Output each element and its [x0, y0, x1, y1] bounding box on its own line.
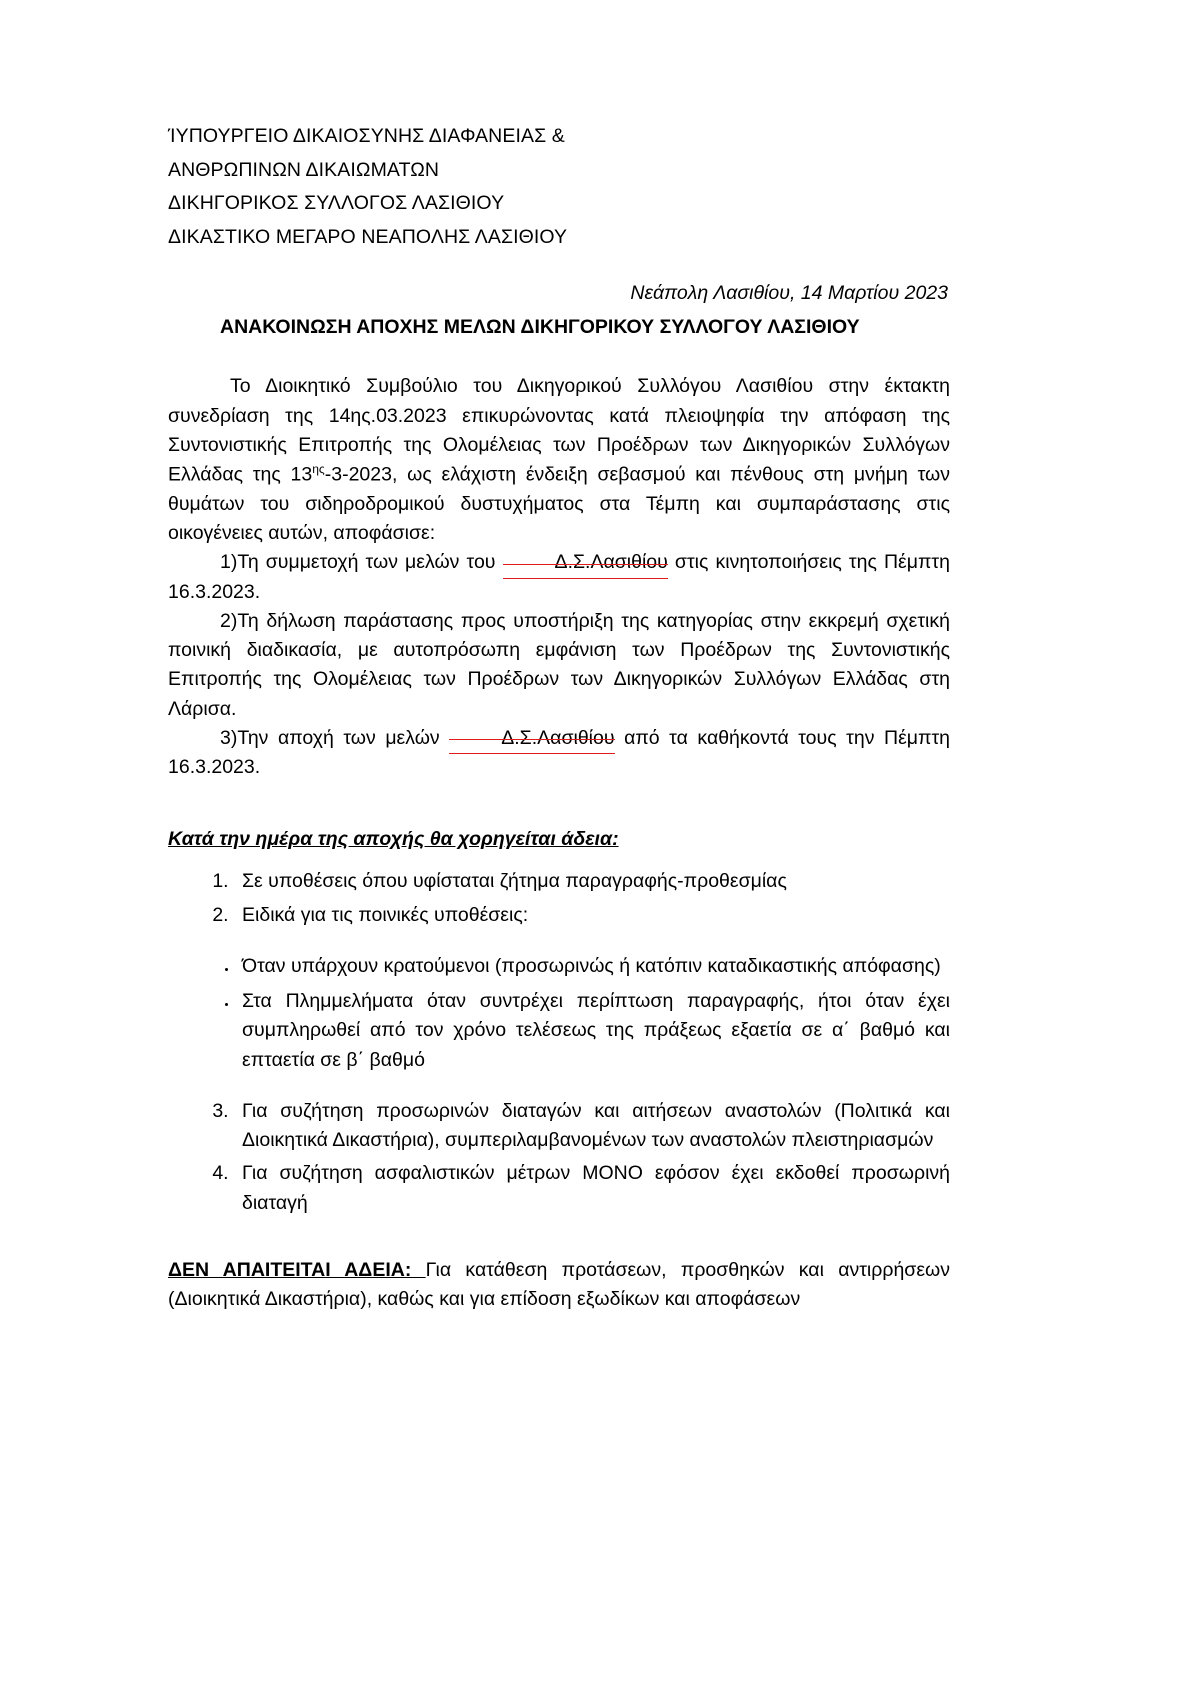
- list-item: • Όταν υπάρχουν κρατούμενοι (προσωρινώς ή κατόπιν καταδικαστικής απόφασης): [238, 952, 950, 981]
- letterhead-line-4: ΔΙΚΑΣΤΙΚΟ ΜΕΓΑΡΟ ΝΕΑΠΟΛΗΣ ΛΑΣΙΘΙΟΥ: [168, 225, 568, 248]
- letterhead: [168, 120, 950, 254]
- decision-2-lead: 2)Τη δήλωση παράστασης προς υποστήριξη της κατηγορίας στην εκκρεμή σχετική ποινική διαδικασία, με αυτοπρόσωπη εμφάνιση των Προέδρων της Συντονιστικής Επιτροπής της Ολομέλειας των Προέδρων των Δικηγορικών Συλλόγων Ελλάδας στη Λάρισα.: [168, 609, 950, 720]
- page-title: [168, 313, 950, 342]
- intro-superscript: ης: [312, 462, 325, 477]
- letterhead-line-2: ΑΝΘΡΩΠΙΝΩΝ ΔΙΚΑΙΩΜΑΤΩΝ: [168, 158, 440, 181]
- decision-3-struck-text: Δ.Σ.Λασιθίου: [449, 724, 614, 753]
- closing-text: Για κατάθεση προτάσεων, προσθηκών και αντιρρήσεων (Διοικητικά Δικαστήρια), καθώς και για επίδοση εξωδίκων και αποφάσεων: [168, 1258, 950, 1311]
- leave-cases-list-part-1: [168, 867, 950, 930]
- decision-item-2: [168, 607, 950, 724]
- decision-1-lead: 1)Τη συμμετοχή των μελών του: [220, 551, 503, 574]
- decision-3-tail: από τα καθήκοντά τους την Πέμπτη 16.3.2023.: [168, 726, 950, 779]
- page-title-text: ΑΝΑΚΟΙΝΩΣΗ ΑΠΟΧΗΣ ΜΕΛΩΝ ΔΙΚΗΓΟΡΙΚΟΥ ΣΥΛΛΟΓΟΥ ΛΑΣΙΘΙΟΥ: [220, 316, 860, 339]
- criminal-cases-bullets: [168, 952, 950, 1075]
- intro-part-1: Το Διοικητικό Συμβούλιο του Δικηγορικού Συλλόγου Λασιθίου στην έκτακτη συνεδρίαση της 14ης.03.2023 επικυρώνοντας κατά πλειοψηφία την απόφαση της Συντονιστικής Επιτροπής της Ολομέλειας των Προέδρων των Δικηγορικών Συλλόγων Ελλάδας της 13: [168, 375, 950, 486]
- decision-item-1: [168, 548, 950, 607]
- decision-3-lead: 3)Την αποχή των μελών: [220, 726, 450, 749]
- intro-part-2: -3-2023, ως ελάχιστη ένδειξη σεβασμού και πένθους στη μνήμη των θυμάτων του σιδηροδρομικού δυστυχήματος στα Τέμπη και συμπαράστασης στις οικογένειες αυτών, αποφάσισε:: [168, 463, 950, 545]
- list-item: 4. Για συζήτηση ασφαλιστικών μέτρων ΜΟΝΟ εφόσον έχει εκδοθεί προσωρινή διαταγή: [234, 1159, 950, 1218]
- place-and-date: Νεάπολη Λασιθίου, 14 Μαρτίου 2023: [630, 282, 948, 305]
- list-item: 1. Σε υποθέσεις όπου υφίσταται ζήτημα παραγραφής-προθεσμίας: [234, 867, 950, 896]
- decision-1-tail: στις κινητοποιήσεις της Πέμπτη 16.3.2023.: [168, 551, 950, 603]
- document-body: [168, 120, 950, 1314]
- decision-item-3: [168, 724, 950, 783]
- list-item: 3. Για συζήτηση προσωρινών διαταγών και αιτήσεων αναστολών (Πολιτικά και Διοικητικά Δικαστήρια), συμπεριλαμβανομένων των αναστολών πλειστηριασμών: [234, 1097, 950, 1156]
- letterhead-line-3: ΔΙΚΗΓΟΡΙΚΟΣ ΣΥΛΛΟΓΟΣ ΛΑΣΙΘΙΟΥ: [168, 192, 505, 215]
- list-item: • Στα Πλημμελήματα όταν συντρέχει περίπτωση παραγραφής, ήτοι όταν έχει συμπληρωθεί από τον χρόνο τελέσεως της πράξεως εξαετία σε α΄ βαθμό και επταετία σε β΄ βαθμό: [238, 987, 950, 1075]
- no-leave-required-label: ΔΕΝ ΑΠΑΙΤΕΙΤΑΙ ΑΔΕΙΑ:: [168, 1258, 426, 1281]
- list-item: 2. Ειδικά για τις ποινικές υποθέσεις:: [234, 901, 950, 930]
- intro-paragraph: [168, 372, 950, 548]
- letterhead-line-1: ΊΥΠΟΥΡΓΕΙΟ ΔΙΚΑΙΟΣΥΝΗΣ ΔΙΑΦΑΝΕΙΑΣ &: [168, 125, 565, 147]
- decision-1-struck-text: Δ.Σ.Λασιθίου: [503, 548, 668, 577]
- closing-paragraph: [168, 1256, 950, 1315]
- leave-cases-list-part-2: [168, 1097, 950, 1218]
- section-heading-leave: Κατά την ημέρα της αποχής θα χορηγείται άδεια:: [168, 828, 619, 851]
